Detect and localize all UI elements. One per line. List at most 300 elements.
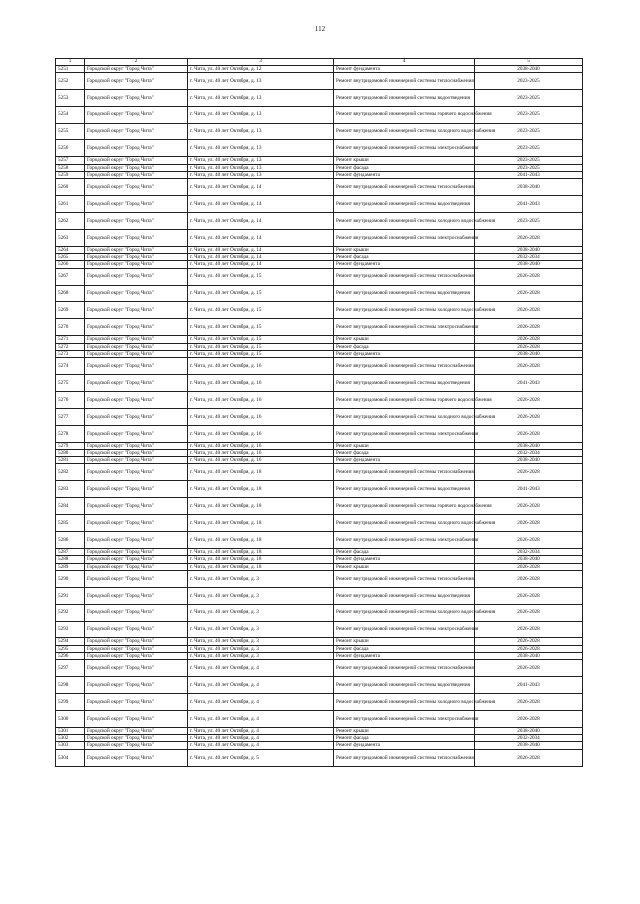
- row-number-cell: 5271: [56, 336, 85, 343]
- row-number-cell: 5278: [56, 425, 85, 442]
- table-row: [56, 677, 583, 694]
- table-body: [56, 65, 583, 766]
- table-row: [56, 604, 583, 621]
- period-cell: 2038-2040: [475, 246, 583, 253]
- row-number-cell: 5291: [56, 587, 85, 604]
- address-cell: г. Чита, ул. 40 лет Октября, д. 3: [188, 652, 334, 659]
- period-cell: 2023-2025: [475, 140, 583, 157]
- address-cell: г. Чита, ул. 40 лет Октября, д. 14: [188, 179, 334, 196]
- address-cell: г. Чита, ул. 40 лет Октября, д. 4: [188, 735, 334, 742]
- address-cell: г. Чита, ул. 40 лет Октября, д. 3: [188, 587, 334, 604]
- address-cell: г. Чита, ул. 40 лет Октября, д. 14: [188, 246, 334, 253]
- row-number-cell: 5297: [56, 660, 85, 677]
- row-number-cell: 5274: [56, 358, 85, 375]
- table-row: [56, 548, 583, 555]
- municipality-cell: Городской округ "Город Чита": [85, 481, 188, 498]
- row-number-cell: 5285: [56, 515, 85, 532]
- work-type-cell: Ремонт внутридомовой инженерной системы электроснабжения: [334, 532, 475, 549]
- work-type-cell: Ремонт внутридомовой инженерной системы теплоснабжения: [334, 570, 475, 587]
- row-number-cell: 5252: [56, 72, 85, 89]
- row-number-cell: 5288: [56, 556, 85, 563]
- row-number-cell: 5251: [56, 65, 85, 72]
- table-row: [56, 425, 583, 442]
- row-number-cell: 5290: [56, 570, 85, 587]
- municipality-cell: Городской округ "Город Чита": [85, 268, 188, 285]
- table-row: [56, 749, 583, 766]
- address-cell: г. Чита, ул. 40 лет Октября, д. 18: [188, 532, 334, 549]
- row-number-cell: 5281: [56, 457, 85, 464]
- row-number-cell: 5293: [56, 621, 85, 638]
- address-cell: г. Чита, ул. 40 лет Октября, д. 15: [188, 302, 334, 319]
- municipality-cell: Городской округ "Город Чита": [85, 246, 188, 253]
- address-cell: г. Чита, ул. 40 лет Октября, д. 14: [188, 229, 334, 246]
- work-type-cell: Ремонт внутридомовой инженерной системы водоотведения: [334, 285, 475, 302]
- address-cell: г. Чита, ул. 40 лет Октября, д. 14: [188, 196, 334, 213]
- row-number-cell: 5295: [56, 645, 85, 652]
- period-cell: 2026-2028: [475, 319, 583, 336]
- address-cell: г. Чита, ул. 40 лет Октября, д. 15: [188, 268, 334, 285]
- address-cell: г. Чита, ул. 40 лет Октября, д. 16: [188, 457, 334, 464]
- period-cell: 2041-2043: [475, 481, 583, 498]
- table-row: [56, 710, 583, 727]
- work-type-cell: Ремонт внутридомовой инженерной системы горячего водоснабжения: [334, 106, 475, 123]
- row-number-cell: 5272: [56, 343, 85, 350]
- page-number: 112: [314, 25, 326, 33]
- municipality-cell: Городской округ "Город Чита": [85, 65, 188, 72]
- period-cell: 2026-2028: [475, 570, 583, 587]
- row-number-cell: 5289: [56, 563, 85, 570]
- row-number-cell: 5267: [56, 268, 85, 285]
- period-cell: 2026-2028: [475, 587, 583, 604]
- address-cell: г. Чита, ул. 40 лет Октября, д. 16: [188, 375, 334, 392]
- municipality-cell: Городской округ "Город Чита": [85, 375, 188, 392]
- period-cell: 2026-2028: [475, 464, 583, 481]
- municipality-cell: Городской округ "Город Чита": [85, 638, 188, 645]
- address-cell: г. Чита, ул. 40 лет Октября, д. 13: [188, 140, 334, 157]
- row-number-cell: 5254: [56, 106, 85, 123]
- municipality-cell: Городской округ "Город Чита": [85, 425, 188, 442]
- header-col-4: 4: [334, 59, 475, 66]
- municipality-cell: Городской округ "Город Чита": [85, 229, 188, 246]
- period-cell: 2026-2028: [475, 710, 583, 727]
- work-type-cell: Ремонт внутридомовой инженерной системы электроснабжения: [334, 425, 475, 442]
- address-cell: г. Чита, ул. 40 лет Октября, д. 4: [188, 677, 334, 694]
- row-number-cell: 5269: [56, 302, 85, 319]
- municipality-cell: Городской округ "Город Чита": [85, 749, 188, 766]
- period-cell: 2026-2028: [475, 749, 583, 766]
- address-cell: г. Чита, ул. 40 лет Октября, д. 16: [188, 449, 334, 456]
- period-cell: 2032-2034: [475, 254, 583, 261]
- row-number-cell: 5268: [56, 285, 85, 302]
- period-cell: 2026-2028: [475, 660, 583, 677]
- table-row: [56, 645, 583, 652]
- municipality-cell: Городской округ "Город Чита": [85, 532, 188, 549]
- work-type-cell: Ремонт фундамента: [334, 65, 475, 72]
- municipality-cell: Городской округ "Город Чита": [85, 391, 188, 408]
- repair-schedule-table: [55, 58, 583, 767]
- work-type-cell: Ремонт фундамента: [334, 350, 475, 357]
- work-type-cell: Ремонт внутридомовой инженерной системы холодного водоснабжения: [334, 604, 475, 621]
- period-cell: 2023-2025: [475, 164, 583, 171]
- municipality-cell: Городской округ "Город Чита": [85, 556, 188, 563]
- table-row: [56, 727, 583, 734]
- row-number-cell: 5258: [56, 164, 85, 171]
- work-type-cell: Ремонт внутридомовой инженерной системы теплоснабжения: [334, 268, 475, 285]
- municipality-cell: Городской округ "Город Чита": [85, 106, 188, 123]
- municipality-cell: Городской округ "Город Чита": [85, 179, 188, 196]
- address-cell: г. Чита, ул. 40 лет Октября, д. 5: [188, 749, 334, 766]
- row-number-cell: 5283: [56, 481, 85, 498]
- address-cell: г. Чита, ул. 40 лет Октября, д. 3: [188, 621, 334, 638]
- work-type-cell: Ремонт крыши: [334, 727, 475, 734]
- period-cell: 2026-2028: [475, 229, 583, 246]
- work-type-cell: Ремонт фасада: [334, 449, 475, 456]
- table-row: [56, 457, 583, 464]
- row-number-cell: 5287: [56, 548, 85, 555]
- row-number-cell: 5296: [56, 652, 85, 659]
- row-number-cell: 5301: [56, 727, 85, 734]
- period-cell: 2038-2040: [475, 652, 583, 659]
- work-type-cell: Ремонт внутридомовой инженерной системы водоотведения: [334, 375, 475, 392]
- row-number-cell: 5275: [56, 375, 85, 392]
- work-type-cell: Ремонт внутридомовой инженерной системы холодного водоснабжения: [334, 694, 475, 711]
- table-row: [56, 375, 583, 392]
- address-cell: г. Чита, ул. 40 лет Октября, д. 15: [188, 319, 334, 336]
- table-row: [56, 350, 583, 357]
- table-row: [56, 358, 583, 375]
- table-row: [56, 694, 583, 711]
- work-type-cell: Ремонт внутридомовой инженерной системы теплоснабжения: [334, 464, 475, 481]
- table-row: [56, 65, 583, 72]
- municipality-cell: Городской округ "Город Чита": [85, 660, 188, 677]
- table-row: [56, 515, 583, 532]
- work-type-cell: Ремонт внутридомовой инженерной системы электроснабжения: [334, 319, 475, 336]
- row-number-cell: 5298: [56, 677, 85, 694]
- work-type-cell: Ремонт фундамента: [334, 261, 475, 268]
- work-type-cell: Ремонт внутридомовой инженерной системы электроснабжения: [334, 621, 475, 638]
- address-cell: г. Чита, ул. 40 лет Октября, д. 4: [188, 710, 334, 727]
- table-row: [56, 556, 583, 563]
- work-type-cell: Ремонт крыши: [334, 246, 475, 253]
- table-row: [56, 171, 583, 178]
- period-cell: 2038-2040: [475, 65, 583, 72]
- municipality-cell: Городской округ "Город Чита": [85, 457, 188, 464]
- header-row: [56, 59, 583, 66]
- municipality-cell: Городской округ "Город Чита": [85, 727, 188, 734]
- address-cell: г. Чита, ул. 40 лет Октября, д. 16: [188, 442, 334, 449]
- work-type-cell: Ремонт крыши: [334, 442, 475, 449]
- address-cell: г. Чита, ул. 40 лет Октября, д. 18: [188, 498, 334, 515]
- address-cell: г. Чита, ул. 40 лет Октября, д. 16: [188, 358, 334, 375]
- period-cell: 2038-2040: [475, 742, 583, 749]
- table-row: [56, 408, 583, 425]
- period-cell: 2026-2028: [475, 621, 583, 638]
- row-number-cell: 5261: [56, 196, 85, 213]
- municipality-cell: Городской округ "Город Чита": [85, 196, 188, 213]
- period-cell: 2041-2043: [475, 677, 583, 694]
- work-type-cell: Ремонт внутридомовой инженерной системы водоотведения: [334, 481, 475, 498]
- address-cell: г. Чита, ул. 40 лет Октября, д. 3: [188, 604, 334, 621]
- address-cell: г. Чита, ул. 40 лет Октября, д. 15: [188, 350, 334, 357]
- municipality-cell: Городской округ "Город Чита": [85, 515, 188, 532]
- address-cell: г. Чита, ул. 40 лет Октября, д. 13: [188, 171, 334, 178]
- header-col-2: 2: [85, 59, 188, 66]
- address-cell: г. Чита, ул. 40 лет Октября, д. 4: [188, 660, 334, 677]
- municipality-cell: Городской округ "Город Чита": [85, 621, 188, 638]
- municipality-cell: Городской округ "Город Чита": [85, 72, 188, 89]
- address-cell: г. Чита, ул. 40 лет Октября, д. 3: [188, 570, 334, 587]
- row-number-cell: 5257: [56, 157, 85, 164]
- work-type-cell: Ремонт фасада: [334, 548, 475, 555]
- work-type-cell: Ремонт внутридомовой инженерной системы водоотведения: [334, 196, 475, 213]
- period-cell: 2026-2028: [475, 532, 583, 549]
- work-type-cell: Ремонт фасада: [334, 164, 475, 171]
- period-cell: 2041-2043: [475, 171, 583, 178]
- municipality-cell: Городской округ "Город Чита": [85, 319, 188, 336]
- period-cell: 2026-2028: [475, 498, 583, 515]
- work-type-cell: Ремонт крыши: [334, 638, 475, 645]
- table-row: [56, 587, 583, 604]
- work-type-cell: Ремонт фундамента: [334, 742, 475, 749]
- period-cell: 2026-2028: [475, 302, 583, 319]
- address-cell: г. Чита, ул. 40 лет Октября, д. 15: [188, 336, 334, 343]
- address-cell: г. Чита, ул. 40 лет Октября, д. 13: [188, 123, 334, 140]
- table-row: [56, 660, 583, 677]
- row-number-cell: 5256: [56, 140, 85, 157]
- period-cell: 2023-2025: [475, 157, 583, 164]
- address-cell: г. Чита, ул. 40 лет Октября, д. 14: [188, 254, 334, 261]
- table-row: [56, 570, 583, 587]
- table-row: [56, 621, 583, 638]
- row-number-cell: 5264: [56, 246, 85, 253]
- work-type-cell: Ремонт фасада: [334, 254, 475, 261]
- header-col-1: 1: [56, 59, 85, 66]
- work-type-cell: Ремонт внутридомовой инженерной системы электроснабжения: [334, 140, 475, 157]
- work-type-cell: Ремонт внутридомовой инженерной системы водоотведения: [334, 587, 475, 604]
- table-row: [56, 179, 583, 196]
- table-row: [56, 319, 583, 336]
- table-row: [56, 652, 583, 659]
- municipality-cell: Городской округ "Город Чита": [85, 254, 188, 261]
- municipality-cell: Городской округ "Город Чита": [85, 213, 188, 230]
- work-type-cell: Ремонт внутридомовой инженерной системы теплоснабжения: [334, 358, 475, 375]
- header-col-5: 5: [475, 59, 583, 66]
- municipality-cell: Городской округ "Город Чита": [85, 171, 188, 178]
- table-row: [56, 638, 583, 645]
- address-cell: г. Чита, ул. 40 лет Октября, д. 15: [188, 343, 334, 350]
- table-row: [56, 123, 583, 140]
- address-cell: г. Чита, ул. 40 лет Октября, д. 12: [188, 65, 334, 72]
- address-cell: г. Чита, ул. 40 лет Октября, д. 14: [188, 213, 334, 230]
- address-cell: г. Чита, ул. 40 лет Октября, д. 15: [188, 285, 334, 302]
- municipality-cell: Городской округ "Город Чита": [85, 563, 188, 570]
- address-cell: г. Чита, ул. 40 лет Октября, д. 16: [188, 425, 334, 442]
- municipality-cell: Городской округ "Город Чита": [85, 742, 188, 749]
- address-cell: г. Чита, ул. 40 лет Октября, д. 16: [188, 391, 334, 408]
- row-number-cell: 5286: [56, 532, 85, 549]
- address-cell: г. Чита, ул. 40 лет Октября, д. 4: [188, 727, 334, 734]
- table-row: [56, 72, 583, 89]
- period-cell: 2023-2025: [475, 89, 583, 106]
- address-cell: г. Чита, ул. 40 лет Октября, д. 13: [188, 72, 334, 89]
- period-cell: 2026-2028: [475, 694, 583, 711]
- period-cell: 2032-2034: [475, 449, 583, 456]
- table-row: [56, 254, 583, 261]
- municipality-cell: Городской округ "Город Чита": [85, 285, 188, 302]
- row-number-cell: 5259: [56, 171, 85, 178]
- municipality-cell: Городской округ "Город Чита": [85, 336, 188, 343]
- work-type-cell: Ремонт внутридомовой инженерной системы теплоснабжения: [334, 72, 475, 89]
- row-number-cell: 5255: [56, 123, 85, 140]
- address-cell: г. Чита, ул. 40 лет Октября, д. 13: [188, 164, 334, 171]
- table-row: [56, 246, 583, 253]
- row-number-cell: 5303: [56, 742, 85, 749]
- address-cell: г. Чита, ул. 40 лет Октября, д. 4: [188, 694, 334, 711]
- work-type-cell: Ремонт внутридомовой инженерной системы холодного водоснабжения: [334, 302, 475, 319]
- table-row: [56, 140, 583, 157]
- period-cell: 2026-2028: [475, 645, 583, 652]
- row-number-cell: 5282: [56, 464, 85, 481]
- row-number-cell: 5294: [56, 638, 85, 645]
- table-row: [56, 563, 583, 570]
- municipality-cell: Городской округ "Город Чита": [85, 604, 188, 621]
- row-number-cell: 5280: [56, 449, 85, 456]
- work-type-cell: Ремонт крыши: [334, 336, 475, 343]
- address-cell: г. Чита, ул. 40 лет Октября, д. 18: [188, 464, 334, 481]
- table-row: [56, 285, 583, 302]
- municipality-cell: Городской округ "Город Чита": [85, 343, 188, 350]
- work-type-cell: Ремонт фундамента: [334, 171, 475, 178]
- row-number-cell: 5284: [56, 498, 85, 515]
- municipality-cell: Городской округ "Город Чита": [85, 157, 188, 164]
- period-cell: 2023-2025: [475, 106, 583, 123]
- table-row: [56, 532, 583, 549]
- municipality-cell: Городской округ "Город Чита": [85, 350, 188, 357]
- municipality-cell: Городской округ "Город Чита": [85, 89, 188, 106]
- address-cell: г. Чита, ул. 40 лет Октября, д. 13: [188, 157, 334, 164]
- municipality-cell: Городской округ "Город Чита": [85, 442, 188, 449]
- address-cell: г. Чита, ул. 40 лет Октября, д. 14: [188, 261, 334, 268]
- table-row: [56, 742, 583, 749]
- period-cell: 2038-2040: [475, 350, 583, 357]
- work-type-cell: Ремонт внутридомовой инженерной системы теплоснабжения: [334, 179, 475, 196]
- municipality-cell: Городской округ "Город Чита": [85, 677, 188, 694]
- work-type-cell: Ремонт внутридомовой инженерной системы теплоснабжения: [334, 749, 475, 766]
- work-type-cell: Ремонт внутридомовой инженерной системы электроснабжения: [334, 229, 475, 246]
- table-row: [56, 498, 583, 515]
- table-row: [56, 391, 583, 408]
- table-row: [56, 464, 583, 481]
- row-number-cell: 5263: [56, 229, 85, 246]
- municipality-cell: Городской округ "Город Чита": [85, 570, 188, 587]
- table-row: [56, 449, 583, 456]
- address-cell: г. Чита, ул. 40 лет Октября, д. 13: [188, 89, 334, 106]
- address-cell: г. Чита, ул. 40 лет Октября, д. 3: [188, 645, 334, 652]
- municipality-cell: Городской округ "Город Чита": [85, 735, 188, 742]
- table-row: [56, 481, 583, 498]
- row-number-cell: 5300: [56, 710, 85, 727]
- municipality-cell: Городской округ "Город Чита": [85, 464, 188, 481]
- municipality-cell: Городской округ "Город Чита": [85, 261, 188, 268]
- municipality-cell: Городской округ "Город Чита": [85, 302, 188, 319]
- table-row: [56, 164, 583, 171]
- municipality-cell: Городской округ "Город Чита": [85, 652, 188, 659]
- table-row: [56, 302, 583, 319]
- municipality-cell: Городской округ "Город Чита": [85, 548, 188, 555]
- period-cell: 2026-2028: [475, 604, 583, 621]
- row-number-cell: 5304: [56, 749, 85, 766]
- work-type-cell: Ремонт внутридомовой инженерной системы холодного водоснабжения: [334, 408, 475, 425]
- period-cell: 2032-2034: [475, 735, 583, 742]
- row-number-cell: 5276: [56, 391, 85, 408]
- work-type-cell: Ремонт внутридомовой инженерной системы горячего водоснабжения: [334, 498, 475, 515]
- period-cell: 2026-2028: [475, 638, 583, 645]
- table-row: [56, 196, 583, 213]
- row-number-cell: 5302: [56, 735, 85, 742]
- row-number-cell: 5299: [56, 694, 85, 711]
- municipality-cell: Городской округ "Город Чита": [85, 449, 188, 456]
- period-cell: 2038-2040: [475, 727, 583, 734]
- period-cell: 2026-2028: [475, 408, 583, 425]
- table-row: [56, 157, 583, 164]
- work-type-cell: Ремонт внутридомовой инженерной системы холодного водоснабжения: [334, 123, 475, 140]
- work-type-cell: Ремонт внутридомовой инженерной системы холодного водоснабжения: [334, 515, 475, 532]
- table-row: [56, 336, 583, 343]
- work-type-cell: Ремонт крыши: [334, 157, 475, 164]
- table-row: [56, 735, 583, 742]
- period-cell: 2026-2028: [475, 563, 583, 570]
- work-type-cell: Ремонт фасада: [334, 645, 475, 652]
- period-cell: 2026-2028: [475, 358, 583, 375]
- work-type-cell: Ремонт крыши: [334, 563, 475, 570]
- work-type-cell: Ремонт фундамента: [334, 556, 475, 563]
- period-cell: 2026-2028: [475, 515, 583, 532]
- period-cell: 2023-2025: [475, 123, 583, 140]
- address-cell: г. Чита, ул. 40 лет Октября, д. 18: [188, 556, 334, 563]
- municipality-cell: Городской округ "Город Чита": [85, 408, 188, 425]
- period-cell: 2026-2028: [475, 336, 583, 343]
- municipality-cell: Городской округ "Город Чита": [85, 123, 188, 140]
- row-number-cell: 5273: [56, 350, 85, 357]
- row-number-cell: 5277: [56, 408, 85, 425]
- municipality-cell: Городской округ "Город Чита": [85, 710, 188, 727]
- address-cell: г. Чита, ул. 40 лет Октября, д. 18: [188, 563, 334, 570]
- row-number-cell: 5265: [56, 254, 85, 261]
- work-type-cell: Ремонт фундамента: [334, 457, 475, 464]
- table-row: [56, 213, 583, 230]
- row-number-cell: 5262: [56, 213, 85, 230]
- work-type-cell: Ремонт внутридомовой инженерной системы горячего водоснабжения: [334, 391, 475, 408]
- municipality-cell: Городской округ "Город Чита": [85, 358, 188, 375]
- address-cell: г. Чита, ул. 40 лет Октября, д. 3: [188, 638, 334, 645]
- period-cell: 2026-2028: [475, 285, 583, 302]
- row-number-cell: 5253: [56, 89, 85, 106]
- period-cell: 2038-2040: [475, 442, 583, 449]
- period-cell: 2026-2028: [475, 268, 583, 285]
- work-type-cell: Ремонт внутридомовой инженерной системы холодного водоснабжения: [334, 213, 475, 230]
- work-type-cell: Ремонт внутридомовой инженерной системы водоотведения: [334, 677, 475, 694]
- work-type-cell: Ремонт фундамента: [334, 652, 475, 659]
- period-cell: 2038-2040: [475, 179, 583, 196]
- work-type-cell: Ремонт внутридомовой инженерной системы водоотведения: [334, 89, 475, 106]
- table-row: [56, 343, 583, 350]
- row-number-cell: 5270: [56, 319, 85, 336]
- period-cell: 2041-2043: [475, 196, 583, 213]
- row-number-cell: 5279: [56, 442, 85, 449]
- row-number-cell: 5292: [56, 604, 85, 621]
- municipality-cell: Городской округ "Город Чита": [85, 587, 188, 604]
- address-cell: г. Чита, ул. 40 лет Октября, д. 18: [188, 548, 334, 555]
